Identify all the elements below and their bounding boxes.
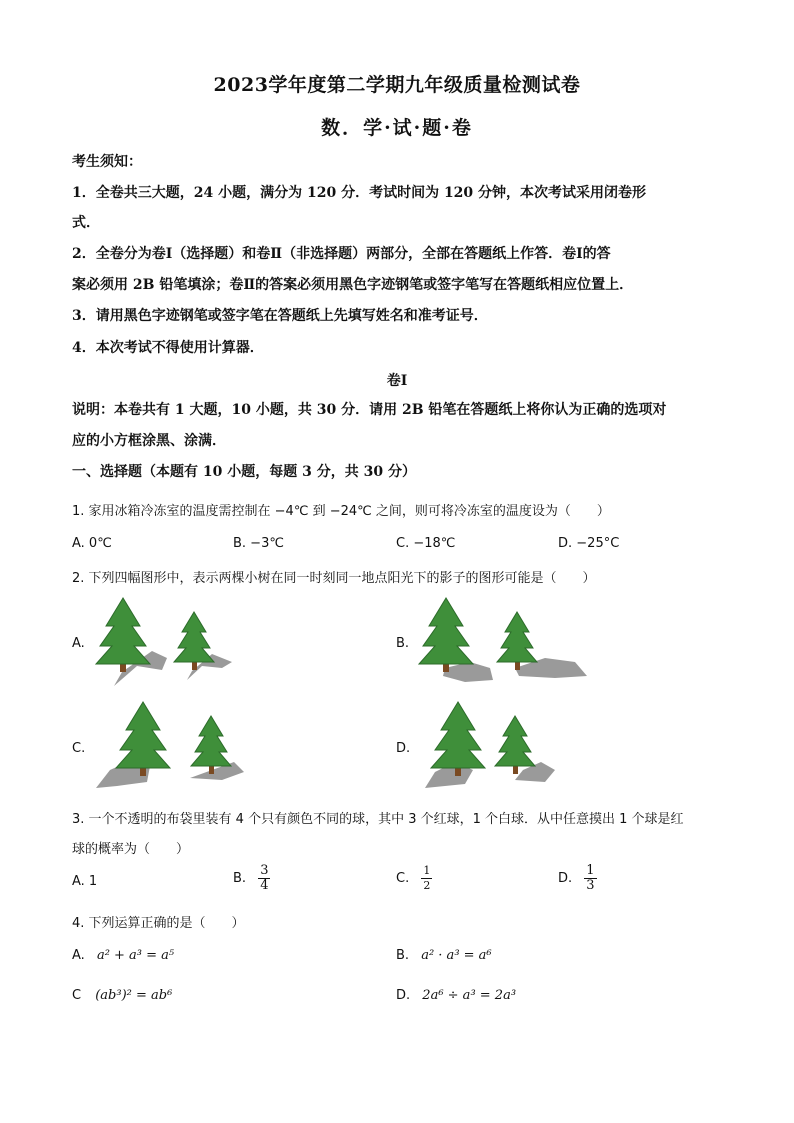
tree-icon	[96, 598, 150, 672]
q3-option-c[interactable]	[396, 864, 432, 893]
exam-title: 2023学年度第二学期九年级质量检测试卷	[213, 74, 581, 96]
tree-icon	[191, 716, 231, 774]
q4-option-d[interactable]	[396, 988, 516, 1003]
notice-item: 1．全卷共三大题，24 小题，满分为 120 分．考试时间为 120 分钟，本次考试采用闭卷形	[72, 185, 647, 201]
q4-option-b[interactable]	[396, 948, 492, 963]
math-expression: (ab³)² = ab⁶	[95, 988, 173, 1003]
numerator: 1	[586, 863, 595, 878]
q3-stem: 3. 一个不透明的布袋里装有 4 个只有颜色不同的球，其中 3 个红球，1 个白球．从中任意摸出 1 个球是红	[72, 812, 684, 827]
fraction	[258, 864, 270, 893]
volume-desc: 说明：本卷共有 1 大题，10 小题，共 30 分．请用 2B 铅笔在答题纸上将你认为正确的选项对	[72, 402, 667, 418]
q1-option-a[interactable]: A. 0℃	[72, 536, 112, 551]
math-expression: a² + a³ = a⁵	[96, 948, 175, 963]
q2-option-a[interactable]: A.	[72, 636, 85, 651]
option-letter: C	[72, 988, 82, 1003]
tree-icon	[419, 598, 473, 672]
fraction	[421, 864, 432, 893]
denominator: 3	[586, 878, 595, 893]
option-letter: D.	[396, 988, 411, 1003]
notice-item: 2．全卷分为卷Ⅰ（选择题）和卷Ⅱ（非选择题）两部分，全部在答题纸上作答．卷Ⅰ的答	[72, 246, 611, 262]
tree-icon	[497, 612, 537, 670]
tree-icon	[116, 702, 170, 776]
q2-option-b[interactable]: B.	[396, 636, 410, 651]
q4-option-a[interactable]	[72, 948, 174, 963]
numerator: 1	[423, 864, 431, 877]
option-letter: D.	[558, 871, 573, 886]
tree-icon	[174, 612, 214, 670]
notice-heading: 考生须知：	[72, 154, 142, 170]
q1-option-d[interactable]: D. −25°C	[558, 536, 620, 551]
section-heading: 一、选择题（本题有 10 小题，每题 3 分，共 30 分）	[72, 464, 416, 480]
q4-stem: 4. 下列运算正确的是（ ）	[72, 916, 245, 931]
q3-option-b[interactable]	[233, 864, 270, 893]
q2-option-d[interactable]: D.	[396, 741, 411, 756]
option-letter: B.	[396, 948, 410, 963]
option-letter: C.	[396, 871, 410, 886]
q2-figure-d	[415, 700, 580, 795]
q2-figure-a	[92, 596, 242, 691]
volume-label: 卷Ⅰ	[386, 373, 408, 389]
denominator: 2	[423, 879, 431, 892]
notice-item: 4．本次考试不得使用计算器．	[72, 340, 264, 356]
q4-option-c[interactable]	[72, 988, 172, 1003]
numerator: 3	[260, 863, 269, 878]
fraction	[584, 864, 596, 893]
denominator: 4	[260, 878, 269, 893]
notice-item: 式．	[72, 215, 100, 231]
math-expression: a² · a³ = a⁶	[421, 948, 492, 963]
option-letter: A.	[72, 948, 85, 963]
math-expression: 2a⁶ ÷ a³ = 2a³	[422, 988, 517, 1003]
q1-option-c[interactable]: C. −18℃	[396, 536, 456, 551]
q3-option-a[interactable]: A. 1	[72, 874, 98, 889]
q1-option-b[interactable]: B. −3℃	[233, 536, 284, 551]
q2-option-c[interactable]: C.	[72, 741, 86, 756]
q3-option-d[interactable]	[558, 864, 597, 893]
option-letter: B.	[233, 871, 247, 886]
tree-icon	[495, 716, 535, 774]
q3-stem: 球的概率为（ ）	[72, 842, 190, 857]
shadow-shape	[443, 662, 493, 682]
q2-figure-b	[415, 596, 590, 691]
volume-desc: 应的小方框涂黑、涂满．	[72, 433, 226, 449]
q2-stem: 2. 下列四幅图形中，表示两棵小树在同一时刻同一地点阳光下的影子的图形可能是（ ）	[72, 571, 596, 586]
exam-subtitle: 数．学·试·题·卷	[321, 117, 473, 139]
tree-icon	[431, 702, 485, 776]
notice-item: 案必须用 2B 铅笔填涂；卷Ⅱ的答案必须用黑色字迹钢笔或签字笔写在答题纸相应位置上．	[72, 277, 634, 293]
notice-item: 3．请用黑色字迹钢笔或签字笔在答题纸上先填写姓名和准考证号．	[72, 308, 488, 324]
q1-stem: 1. 家用冰箱冷冻室的温度需控制在 −4℃ 到 −24℃ 之间，则可将冷冻室的温度设为（ ）	[72, 504, 610, 519]
q2-figure-c	[92, 700, 252, 795]
